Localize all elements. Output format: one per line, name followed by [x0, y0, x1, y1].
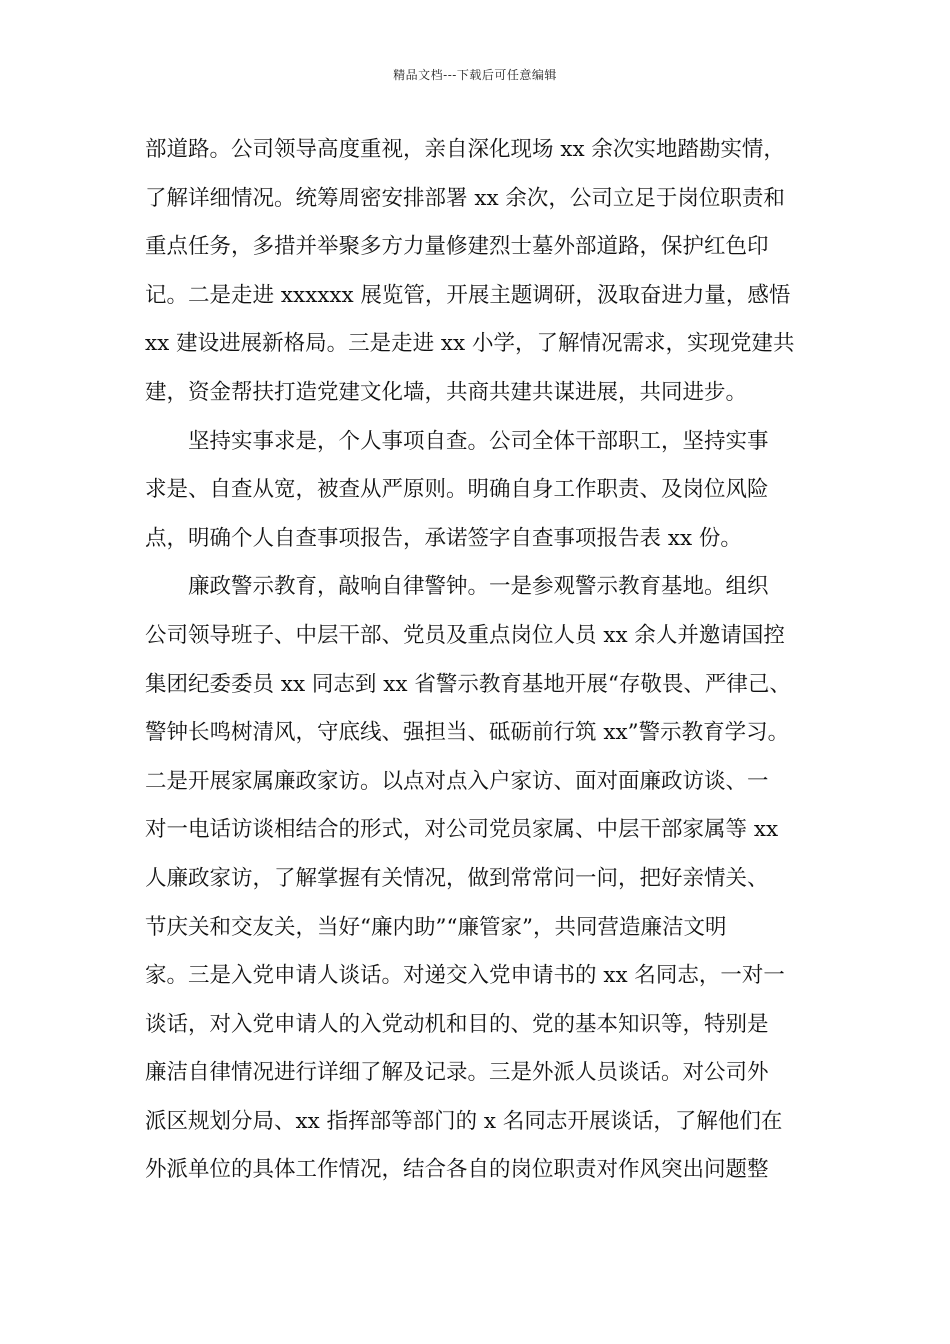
- text-line: xx 建设进展新格局。三是走进 xx 小学，了解情况需求，实现党建共: [145, 331, 795, 357]
- text-line: 外派单位的具体工作情况，结合各自的岗位职责对作风突出问题整: [145, 1157, 769, 1183]
- text-line: 对一电话访谈相结合的形式，对公司党员家属、中层干部家属等 xx: [145, 817, 779, 843]
- text-line: 了解详细情况。统筹周密安排部署 xx 余次，公司立足于岗位职责和: [145, 185, 785, 211]
- text-line: 坚持实事求是，个人事项自查。公司全体干部职工，坚持实事: [188, 428, 769, 454]
- text-line: 廉洁自律情况进行详细了解及记录。三是外派人员谈话。对公司外: [145, 1060, 769, 1086]
- text-line: 节庆关和交友关，当好“廉内助”“廉管家”，共同营造廉洁文明: [145, 914, 727, 940]
- text-line: 建，资金帮扶打造党建文化墙，共商共建共谋进展，共同进步。: [145, 379, 748, 405]
- text-line: 派区规划分局、xx 指挥部等部门的 x 名同志开展谈话，了解他们在: [145, 1108, 783, 1134]
- paragraph-3: [145, 563, 821, 1195]
- text-line: 点，明确个人自查事项报告，承诺签字自查事项报告表 xx 份。: [145, 525, 742, 551]
- text-line: 家。三是入党申请人谈话。对递交入党申请书的 xx 名同志，一对一: [145, 963, 785, 989]
- text-line: 求是、自查从宽，被查从严原则。明确自身工作职责、及岗位风险: [145, 477, 769, 503]
- text-line: 廉政警示教育，敲响自律警钟。一是参观警示教育基地。组织: [188, 574, 769, 600]
- text-line: 公司领导班子、中层干部、党员及重点岗位人员 xx 余人并邀请国控: [145, 622, 785, 648]
- page-header: 精品文档---下载后可任意编辑: [393, 68, 557, 82]
- paragraph-1: [145, 126, 821, 418]
- text-line: 记。二是走进 xxxxxx 展览管，开展主题调研，汲取奋进力量，感悟: [145, 282, 791, 308]
- text-line: 谈话，对入党申请人的入党动机和目的、党的基本知识等，特别是: [145, 1011, 769, 1037]
- text-line: 部道路。公司领导高度重视，亲自深化现场 xx 余次实地踏勘实情，: [145, 137, 785, 162]
- document-body: [145, 126, 821, 1195]
- paragraph-2: [145, 418, 821, 564]
- text-line: 人廉政家访，了解掌握有关情况，做到常常问一问，把好亲情关、: [145, 865, 769, 891]
- text-line: 重点任务，多措并举聚多方力量修建烈士墓外部道路，保护红色印: [145, 234, 769, 260]
- text-line: 二是开展家属廉政家访。以点对点入户家访、面对面廉政访谈、一: [145, 768, 769, 794]
- text-line: 警钟长鸣树清风，守底线、强担当、砥砺前行筑 xx”警示教育学习。: [145, 720, 790, 746]
- text-line: 集团纪委委员 xx 同志到 xx 省警示教育基地开展“存敬畏、严律己、: [145, 671, 791, 697]
